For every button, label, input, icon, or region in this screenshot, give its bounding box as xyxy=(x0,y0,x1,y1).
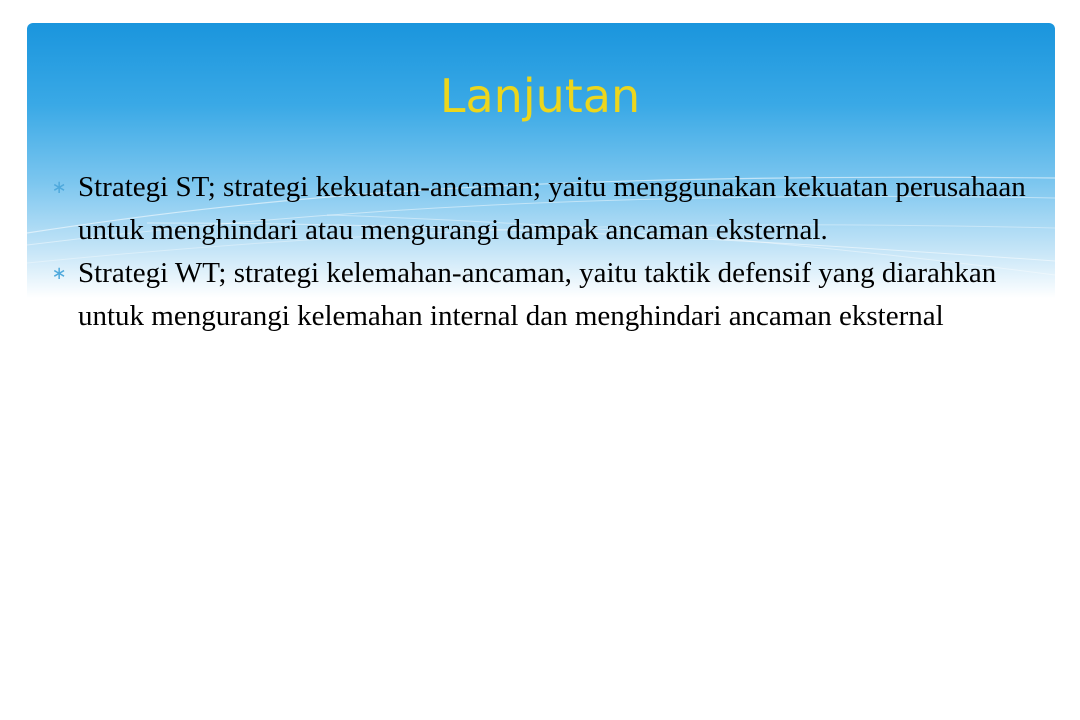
slide-title: Lanjutan xyxy=(439,69,641,123)
bullet-item-st-strategy xyxy=(48,166,1048,252)
bullet-text: Strategi WT; strategi kelemahan-ancaman, yaitu taktik defensif yang diarahkan untuk mengurangi kelemahan internal dan menghindari ancaman eksternal xyxy=(78,257,997,332)
asterisk-bullet-icon: ∗ xyxy=(51,177,67,198)
bullet-list xyxy=(48,166,1048,338)
bullet-item-wt-strategy xyxy=(48,252,1048,338)
asterisk-bullet-icon: ∗ xyxy=(51,263,67,284)
bullet-text: Strategi ST; strategi kekuatan-ancaman; yaitu menggunakan kekuatan perusahaan untuk menghindari atau mengurangi dampak ancaman eksternal. xyxy=(78,171,1026,246)
